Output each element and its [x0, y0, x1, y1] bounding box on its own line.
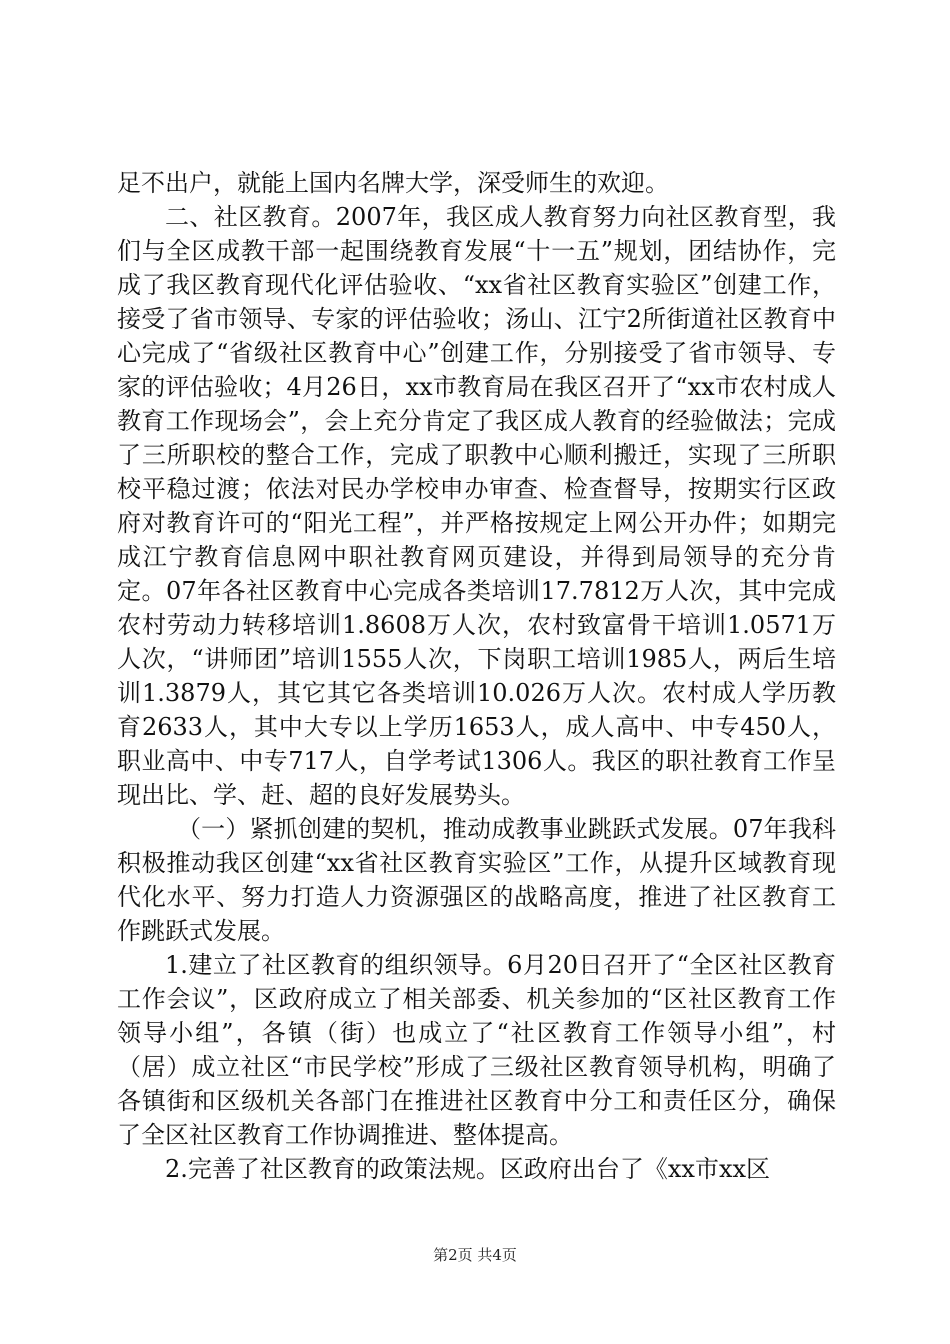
paragraph-section-one: （一）紧抓创建的契机，推动成教事业跳跃式发展。07年我科积极推动我区创建“xx省社区教育实验区”工作，从提升区域教育现代化水平、努力打造人力资源强区的战略高度，推进了社区教育工作跳跃式发展。: [117, 815, 836, 945]
paragraph-item-one: 1.建立了社区教育的组织领导。6月20日召开了“全区社区教育工作会议”，区政府成立了相关部委、机关参加的“区社区教育工作领导小组”，各镇（街）也成立了“社区教育工作领导小组”，村（居）成立社区“市民学校”形成了三级社区教育领导机构，明确了各镇街和区级机关各部门在推进社区教育中分工和责任区分，确保了全区社区教育工作协调推进、整体提高。: [117, 951, 836, 1149]
page-footer: 第2页 共4页: [433, 1246, 517, 1264]
paragraph-item-two: 2.完善了社区教育的政策法规。区政府出台了《xx市xx区: [165, 1155, 771, 1183]
document-body: [117, 166, 836, 1186]
paragraph-continuation: 足不出户，就能上国内名牌大学，深受师生的欢迎。: [117, 169, 669, 197]
paragraph-community-education: 二、社区教育。2007年，我区成人教育努力向社区教育型，我们与全区成教干部一起围绕教育发展“十一五”规划，团结协作，完成了我区教育现代化评估验收、“xx省社区教育实验区”创建工作，接受了省市领导、专家的评估验收；汤山、江宁2所街道社区教育中心完成了“省级社区教育中心”创建工作，分别接受了省市领导、专家的评估验收；4月26日，xx市教育局在我区召开了“xx市农村成人教育工作现场会”，会上充分肯定了我区成人教育的经验做法；完成了三所职校的整合工作，完成了职教中心顺利搬迁，实现了三所职校平稳过渡；依法对民办学校申办审查、检查督导，按期实行区政府对教育许可的“阳光工程”，并严格按规定上网公开办件；如期完成江宁教育信息网中职社教育网页建设，并得到局领导的充分肯定。07年各社区教育中心完成各类培训17.7812万人次，其中完成农村劳动力转移培训1.8608万人次，农村致富骨干培训1.0571万人次，“讲师团”培训1555人次，下岗职工培训1985人，两后生培训1.3879人，其它其它各类培训10.026万人次。农村成人学历教育2633人，其中大专以上学历1653人，成人高中、中专450人，职业高中、中专717人，自学考试1306人。我区的职社教育工作呈现出比、学、赶、超的良好发展势头。: [117, 203, 836, 809]
